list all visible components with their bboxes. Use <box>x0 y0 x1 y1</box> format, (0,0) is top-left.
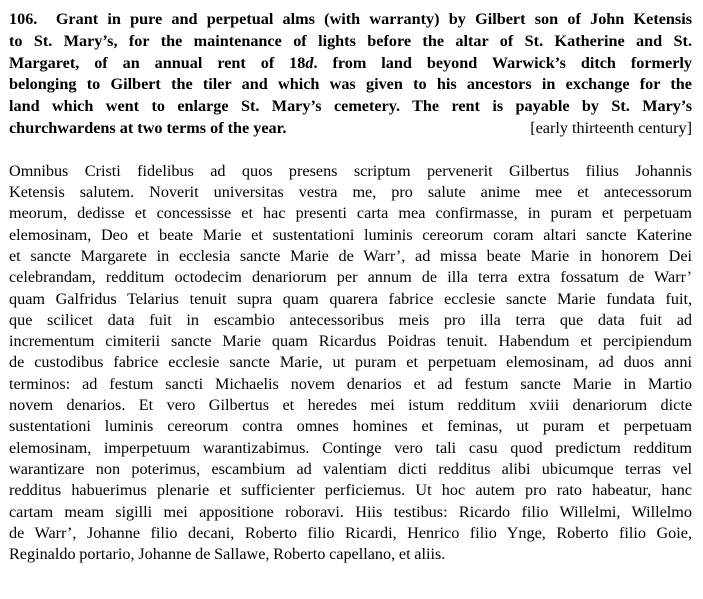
charter-line: cartam meam sigilli mei appositione roboravi. Hiis testibus: Ricardo filio Willelmi, Willelmo <box>9 502 692 521</box>
charter-line: Reginaldo portario, Johanne de Sallawe, Roberto capellano, et aliis. <box>9 545 446 564</box>
charter-line: de Warr’, Johanne filio decani, Roberto filio Ricardi, Henrico filio Ynge, Roberto filio Goie, <box>9 523 692 542</box>
charter-line: et sancte Margarete in ecclesia sancte Marie de Warr’, ad missa beate Marie in honorem Dei <box>9 246 692 265</box>
heading-line <box>9 9 692 31</box>
entry-date: [early thirteenth century] <box>530 118 692 137</box>
charter-line: novem denarios. Et vero Gilbertus et heredes mei istum redditum xviii denariorum dicte <box>9 396 692 415</box>
charter-line: celebrandam, redditum octodecim denariorum per annum de illa terra extra fossatum de Warr’ <box>9 268 692 287</box>
charter-line: incrementum cimiterii sancte Marie quam Ricardus Poidras tenuit. Habendum et percipiendum <box>9 332 692 351</box>
charter-line: meorum, dedisse et concessisse et hac presenti carta mea confirmasse, in puram et perpetuam <box>9 204 692 223</box>
heading-line: to St. Mary’s, for the maintenance of lights before the altar of St. Katherine and St. <box>9 31 692 50</box>
charter-line: Ketensis salutem. Noverit universitas vestra me, pro salute anime mee et antecessorum <box>9 183 692 202</box>
charter-line: elemosinam, imperpetuum warantizabimus. Continge vero tali casu quod predictum redditum <box>9 438 692 457</box>
charter-text <box>9 161 692 566</box>
charter-line: sustentationi luminis cereorum contra omnes homines et feminas, ut puram et perpetuam <box>9 417 692 436</box>
heading-text: Grant in pure and perpetual alms (with warranty) by Gilbert son of John Ketensis <box>55 10 692 28</box>
charter-line: redditus habuerimus plenarie et sufficienter perficiemus. Ut hoc autem pro rato habeatur, hanc <box>9 481 692 500</box>
charter-line: elemosinam, Deo et beate Marie et sustentationi luminis cereorum coram altari sancte Katerine <box>9 225 692 244</box>
charter-line: terminos: ad festum sancti Michaelis novem denarios et ad festum sancte Marie in Martio <box>9 374 692 393</box>
entry-number: 106. <box>9 10 38 28</box>
heading-line <box>9 118 692 140</box>
section-gap <box>9 140 692 161</box>
document-page <box>9 9 692 565</box>
charter-line: Omnibus Cristi fidelibus ad quos presens scriptum pervenerit Gilbertus filius Johannis <box>9 161 692 180</box>
charter-line: de custodibus fabrice ecclesie sancte Marie, ut puram et perpetuam elemosinam, ad duos anni <box>9 353 692 372</box>
entry-heading <box>9 9 692 140</box>
heading-line <box>9 53 692 75</box>
charter-line: que scilicet data fuit in escambio antecessoribus meis pro illa terra que data fuit ad <box>9 310 692 329</box>
heading-line: land which went to enlarge St. Mary’s cemetery. The rent is payable by St. Mary’s <box>9 97 692 116</box>
heading-line: belonging to Gilbert the tiler and which was given to his ancestors in exchange for the <box>9 75 692 94</box>
charter-line: warantizare non poterimus, escambium ad valentiam dicti redditus alibi ubicumque terras vel <box>9 459 692 478</box>
heading-text: churchwardens at two terms of the year. <box>9 118 287 137</box>
heading-text: Margaret, of an annual rent of 18d. from land beyond Warwick’s ditch formerly <box>9 53 692 72</box>
charter-line: quam Galfridus Telarius tenuit supra quam quarera fabrice ecclesie sancte Marie fundata fuit, <box>9 289 692 308</box>
